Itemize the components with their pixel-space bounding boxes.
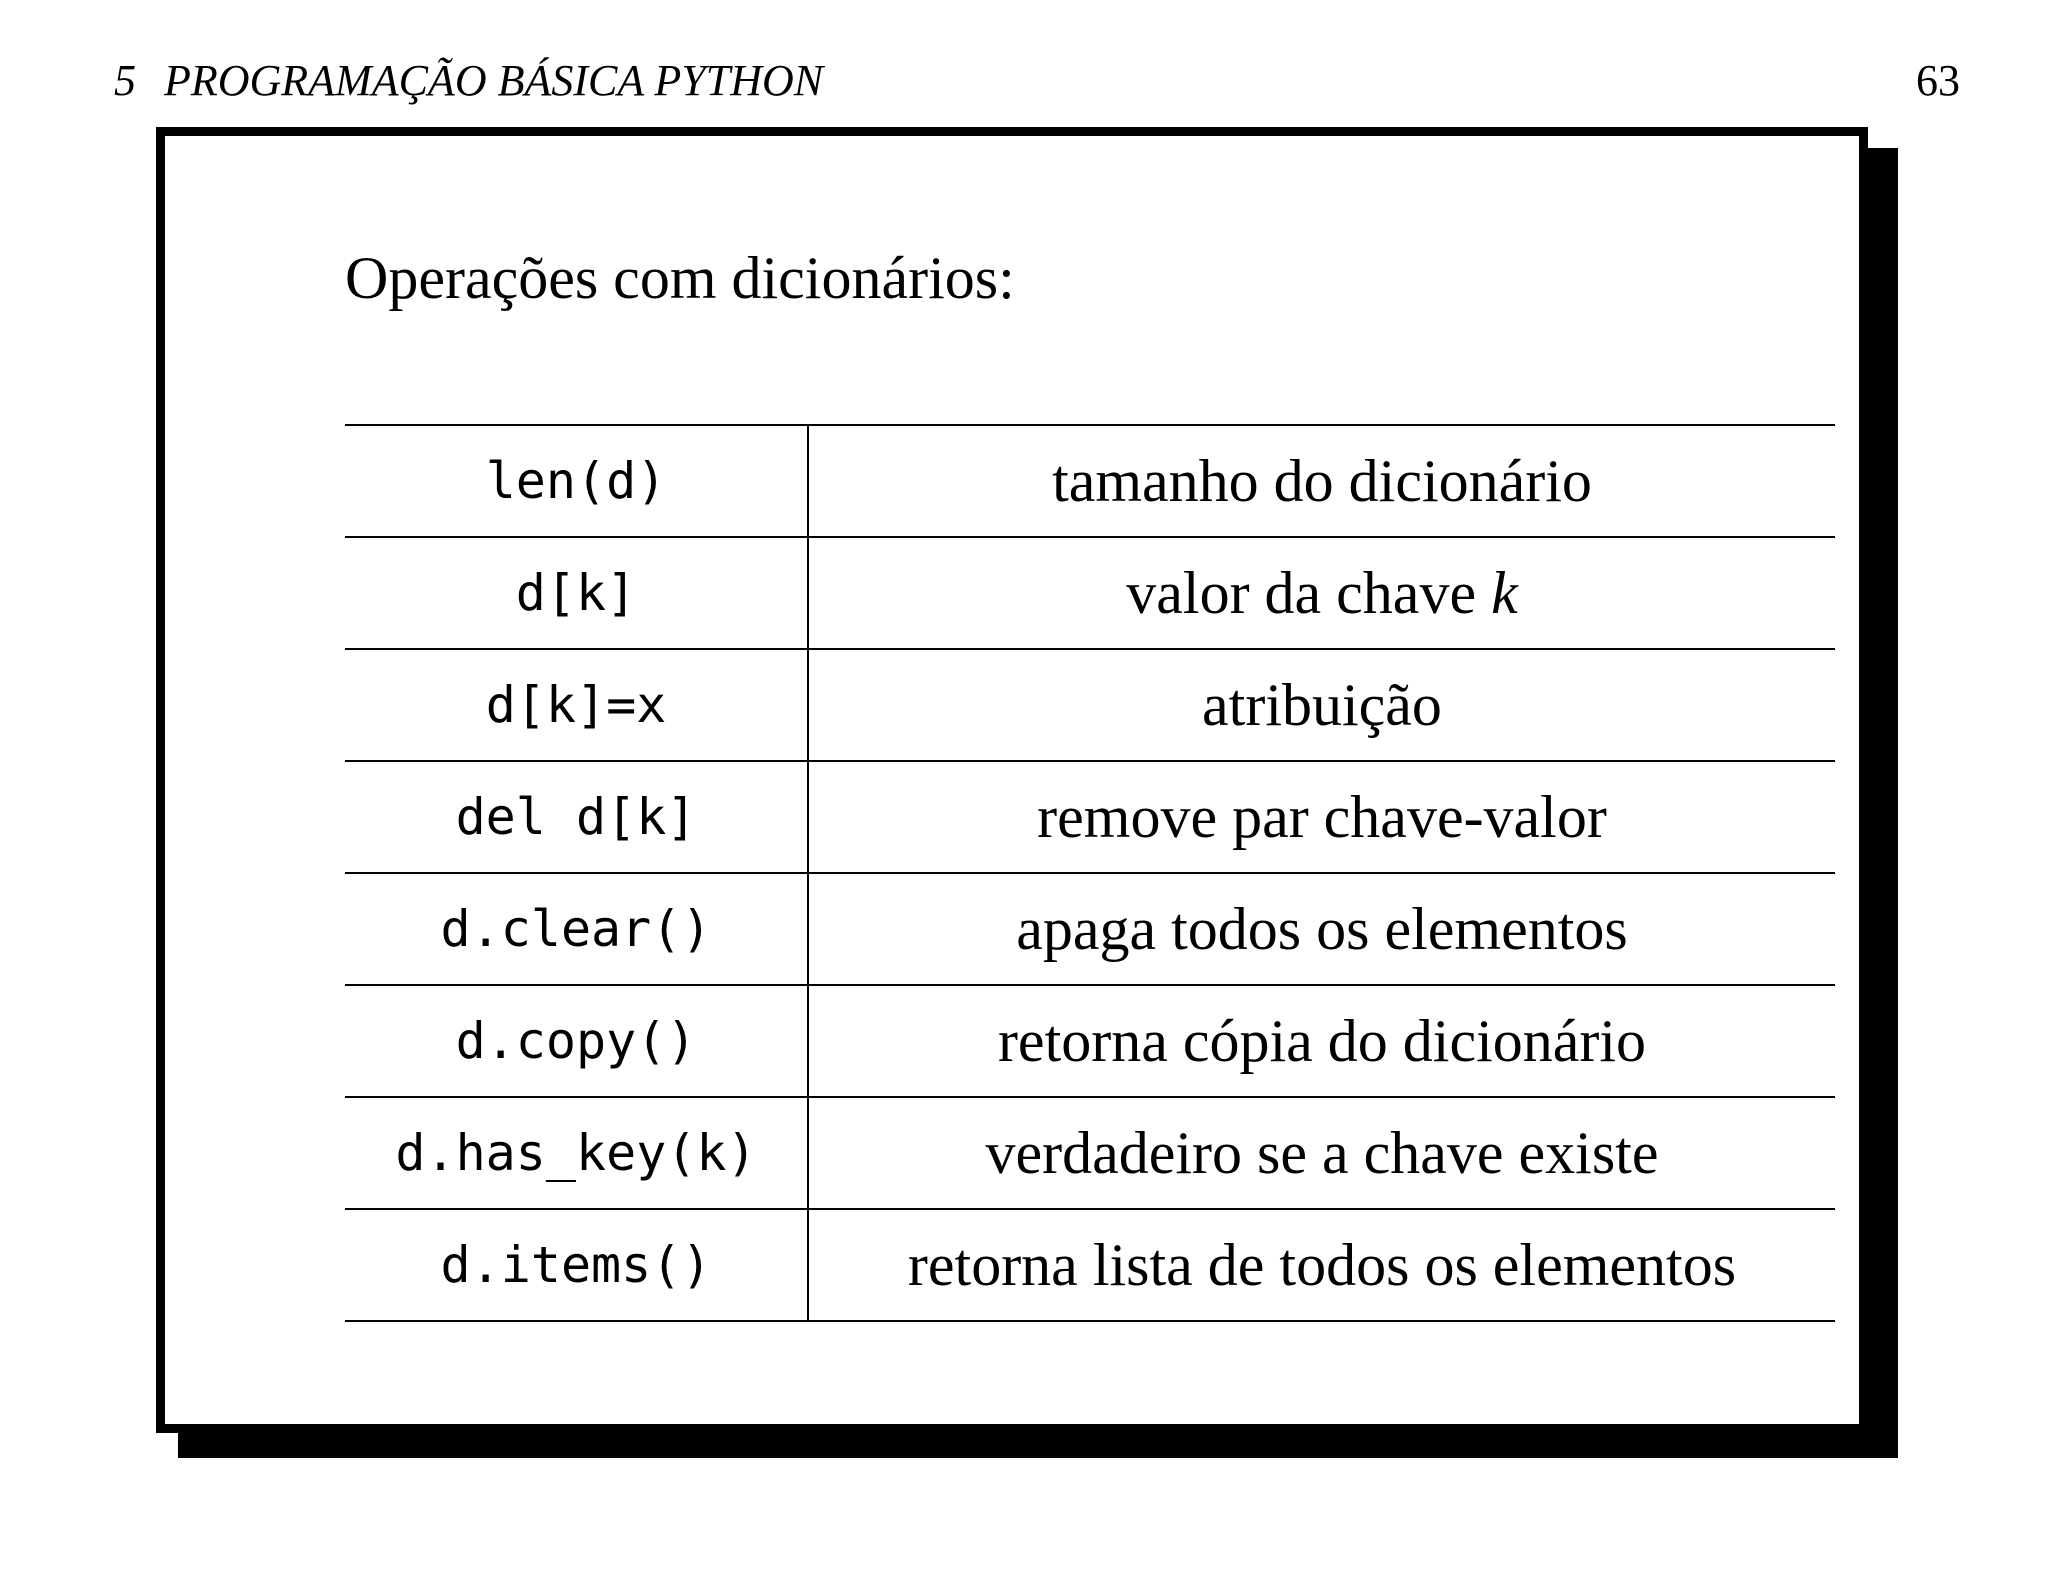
description-cell: apaga todos os elementos (808, 873, 1835, 985)
command-cell: d.has_key(k) (345, 1097, 808, 1209)
table-row (345, 985, 1835, 1097)
command-cell: d[k]=x (345, 649, 808, 761)
chapter-number: 5 (114, 56, 136, 105)
command-cell: d.items() (345, 1209, 808, 1321)
description-cell: verdadeiro se a chave existe (808, 1097, 1835, 1209)
command-cell: d[k] (345, 537, 808, 649)
command-cell: d.clear() (345, 873, 808, 985)
description-cell: tamanho do dicionário (808, 425, 1835, 537)
description-cell: remove par chave-valor (808, 761, 1835, 873)
page-number: 63 (1916, 56, 1960, 105)
dictionary-operations-table (345, 424, 1835, 1322)
chapter-title: PROGRAMAÇÃO BÁSICA PYTHON (164, 56, 824, 105)
command-cell: len(d) (345, 425, 808, 537)
description-cell: retorna cópia do dicionário (808, 985, 1835, 1097)
running-header (114, 55, 823, 107)
key-variable: k (1491, 559, 1518, 626)
description-cell (808, 537, 1835, 649)
slide-frame (156, 127, 1868, 1433)
table-row (345, 649, 1835, 761)
table-row (345, 537, 1835, 649)
command-cell: del d[k] (345, 761, 808, 873)
description-text: valor da chave (1126, 559, 1492, 626)
table-row (345, 1097, 1835, 1209)
table-row (345, 873, 1835, 985)
command-cell: d.copy() (345, 985, 808, 1097)
description-cell: retorna lista de todos os elementos (808, 1209, 1835, 1321)
table-row (345, 761, 1835, 873)
table-row (345, 1209, 1835, 1321)
description-cell: atribuição (808, 649, 1835, 761)
slide-title: Operações com dicionários: (345, 245, 1015, 311)
table-row (345, 425, 1835, 537)
